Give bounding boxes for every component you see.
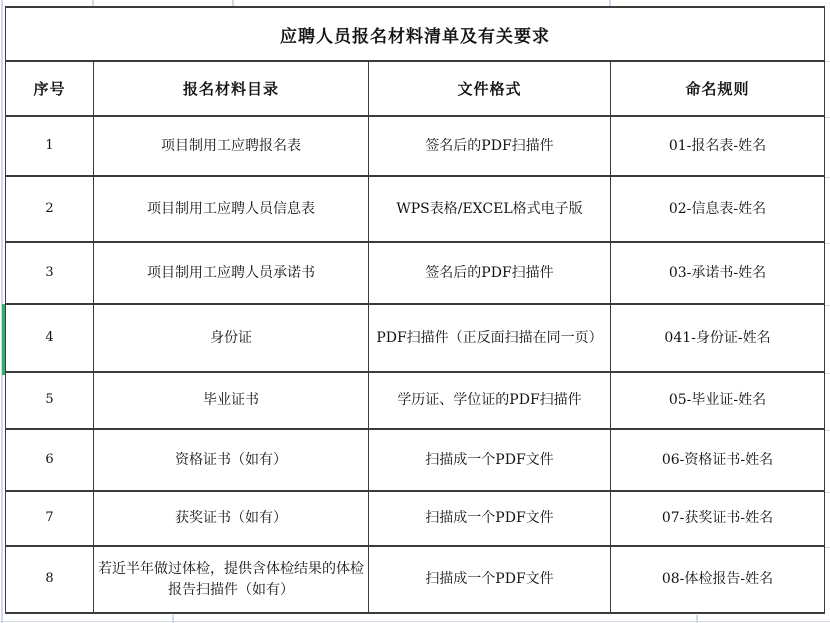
cell-format[interactable]: PDF扫描件（正反面扫描在同一页） — [369, 304, 611, 372]
cell-naming[interactable]: 01-报名表-姓名 — [611, 116, 825, 176]
column-header-naming[interactable]: 命名规则 — [611, 61, 825, 116]
cell-no[interactable]: 3 — [6, 242, 94, 304]
cell-format[interactable]: 学历证、学位证的PDF扫描件 — [369, 372, 611, 429]
cell-naming[interactable]: 06-资格证书-姓名 — [611, 429, 825, 491]
cell-material[interactable]: 毕业证书 — [94, 372, 369, 429]
table-row — [6, 546, 825, 613]
cell-format[interactable]: 扫描成一个PDF文件 — [369, 546, 611, 613]
cell-material[interactable]: 项目制用工应聘报名表 — [94, 116, 369, 176]
column-header-material[interactable]: 报名材料目录 — [94, 61, 369, 116]
cell-no[interactable]: 1 — [6, 116, 94, 176]
cell-material[interactable]: 身份证 — [94, 304, 369, 372]
gridline — [0, 621, 830, 622]
table-title[interactable]: 应聘人员报名材料清单及有关要求 — [6, 7, 825, 61]
cell-no[interactable]: 4 — [6, 304, 94, 372]
cell-no[interactable]: 6 — [6, 429, 94, 491]
cell-format[interactable]: 签名后的PDF扫描件 — [369, 242, 611, 304]
cell-no[interactable]: 7 — [6, 491, 94, 546]
cell-format[interactable]: 扫描成一个PDF文件 — [369, 429, 611, 491]
cell-format[interactable]: 扫描成一个PDF文件 — [369, 491, 611, 546]
cell-no[interactable]: 8 — [6, 546, 94, 613]
table-row — [6, 176, 825, 242]
cell-naming[interactable]: 03-承诺书-姓名 — [611, 242, 825, 304]
table-header-row — [6, 61, 825, 116]
cell-material[interactable]: 获奖证书（如有） — [94, 491, 369, 546]
cell-material[interactable]: 若近半年做过体检，提供含体检结果的体检报告扫描件（如有） — [94, 546, 369, 613]
table-title-row — [6, 7, 825, 61]
table-row — [6, 429, 825, 491]
table-row — [6, 242, 825, 304]
cell-material[interactable]: 项目制用工应聘人员承诺书 — [94, 242, 369, 304]
cell-material[interactable]: 资格证书（如有） — [94, 429, 369, 491]
table-row — [6, 372, 825, 429]
cell-no[interactable]: 5 — [6, 372, 94, 429]
table-row — [6, 491, 825, 546]
column-header-format[interactable]: 文件格式 — [369, 61, 611, 116]
materials-table — [5, 6, 825, 614]
column-header-no[interactable]: 序号 — [6, 61, 94, 116]
cell-naming[interactable]: 07-获奖证书-姓名 — [611, 491, 825, 546]
table-row — [6, 304, 825, 372]
cell-format[interactable]: 签名后的PDF扫描件 — [369, 116, 611, 176]
cell-no[interactable]: 2 — [6, 176, 94, 242]
cell-material[interactable]: 项目制用工应聘人员信息表 — [94, 176, 369, 242]
cell-naming[interactable]: 041-身份证-姓名 — [611, 304, 825, 372]
cell-naming[interactable]: 02-信息表-姓名 — [611, 176, 825, 242]
cell-naming[interactable]: 08-体检报告-姓名 — [611, 546, 825, 613]
cell-format[interactable]: WPS表格/EXCEL格式电子版 — [369, 176, 611, 242]
cell-naming[interactable]: 05-毕业证-姓名 — [611, 372, 825, 429]
table-row — [6, 116, 825, 176]
